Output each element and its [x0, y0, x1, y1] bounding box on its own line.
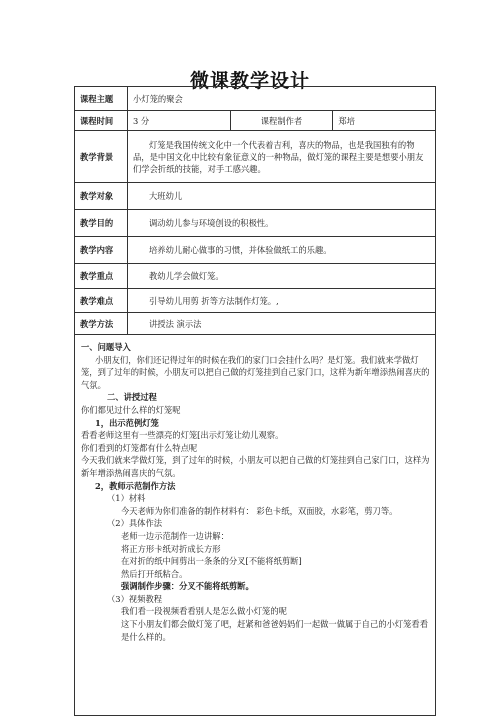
process-paragraph: 1，出示范例灯笼: [95, 417, 159, 428]
process-paragraph: 在对折的纸中间剪出一条条的分叉[不能将纸剪断]: [121, 556, 302, 567]
process-paragraph: （3）视频教程: [107, 593, 163, 604]
row-background: [75, 131, 436, 183]
value-maker: 郑培: [333, 111, 436, 131]
process-paragraph: （1）材料: [107, 493, 146, 504]
process-paragraph: 你们都见过什么样的灯笼呢: [81, 404, 181, 415]
process-paragraph: 2，教师示范制作方法: [95, 480, 176, 491]
process-paragraph: 小朋友们，你们还记得过年的时候在我们的家门口会挂什么吗？是灯笼。我们就来学做灯笼，到了过年的时候，小朋友可以把自己做的灯笼挂到自己家门口，这样为新年增添热闹喜庆的气氛。: [81, 354, 430, 390]
process-text: [75, 335, 435, 643]
label-content: 教学内容: [75, 237, 128, 264]
value-topic: 小灯笼的聚会: [128, 87, 436, 111]
row-goal: [75, 210, 436, 237]
value-method: 讲授法 演示法: [128, 313, 436, 335]
process-paragraph: 今天我们就来学做灯笼，到了过年的时候，小朋友可以把自己做的灯笼挂到自己家门口，这样为新年增添热闹喜庆的气氛。: [81, 455, 430, 478]
label-background: 教学背景: [75, 131, 128, 183]
label-maker: 课程制作者: [230, 111, 333, 131]
label-method: 教学方法: [75, 313, 128, 335]
row-key: [75, 264, 436, 289]
process-paragraph: 我们看一段视频看看别人是怎么做小灯笼的呢: [121, 606, 287, 617]
value-key: 教幼儿学会做灯笼。: [128, 264, 436, 289]
label-topic: 课程主题: [75, 87, 128, 111]
page-title: 微课教学设计: [189, 70, 310, 92]
row-time: [75, 111, 436, 131]
process-paragraph: 你们看到的灯笼都有什么特点呢: [81, 442, 198, 453]
process-paragraph: 强调制作步骤：分叉不能将纸剪断。: [121, 581, 254, 592]
label-goal: 教学目的: [75, 210, 128, 237]
row-content: [75, 237, 436, 264]
process-paragraph: （2）具体作法: [107, 518, 163, 529]
label-difficulty: 教学难点: [75, 289, 128, 313]
process-paragraph: 然后打开纸粘合。: [121, 568, 188, 579]
value-audience: 大班幼儿: [128, 183, 436, 210]
row-difficulty: [75, 289, 436, 313]
value-time: 3 分: [128, 111, 231, 131]
value-background: 灯笼是我国传统文化中一个代表着吉利，喜庆的物品，也是我国独有的物品，是中国文化中比较有象征意义的一种物品，做灯笼的课程主要是想要小朋友们学会折纸的技能，对手工感兴趣。: [128, 131, 436, 183]
lesson-plan-table: [74, 86, 436, 716]
process-paragraph: 一、问题导入: [81, 342, 131, 352]
value-difficulty: 引导幼儿用剪 折等方法制作灯笼。,: [128, 289, 436, 313]
process-paragraph: 老师一边示范制作一边讲解：: [121, 530, 229, 541]
row-process: [75, 335, 436, 716]
process-paragraph: 今天老师为你们准备的制作材料有： 彩色卡纸，双面胶，水彩笔，剪刀等。: [121, 505, 398, 516]
label-audience: 教学对象: [75, 183, 128, 210]
process-paragraph: 看看老师这里有一些漂亮的灯笼[出示灯笼让幼儿观察。: [81, 430, 284, 441]
row-topic: [75, 87, 436, 111]
value-goal: 调动幼儿参与环境创设的积极性。: [128, 210, 436, 237]
process-paragraph: 将正方形卡纸对折成长方形: [121, 543, 221, 554]
process-paragraph: 二、讲授过程: [107, 392, 157, 403]
label-time: 课程时间: [75, 111, 128, 131]
row-method: [75, 313, 436, 335]
process-paragraph: 这下小朋友们都会做灯笼了吧，赶紧和爸爸妈妈们一起做一做属于自己的小灯笼看看是什么样的。: [121, 619, 428, 642]
value-content: 培养幼儿耐心做事的习惯，并体验做纸工的乐趣。: [128, 237, 436, 264]
process-cell: [75, 335, 436, 716]
row-audience: [75, 183, 436, 210]
label-key: 教学重点: [75, 264, 128, 289]
